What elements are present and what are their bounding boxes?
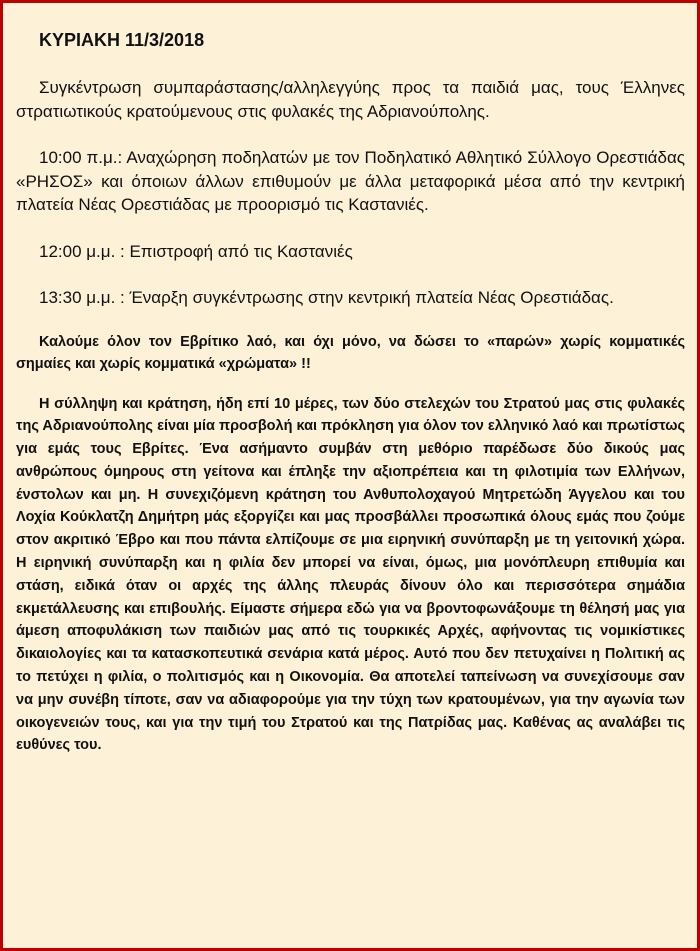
intro-paragraph: Συγκέντρωση συμπαράστασης/αλληλεγγύης προς τα παιδιά μας, τους Έλληνες στρατιωτικούς κρατούμενους στις φυλακές της Αδριανούπολης. <box>16 78 685 121</box>
schedule-item-gathering: 13:30 μ.μ. : Έναρξη συγκέντρωσης στην κεντρική πλατεία Νέας Ορεστιάδας. <box>39 288 614 307</box>
schedule-item-return: 12:00 μ.μ. : Επιστροφή από τις Καστανιές <box>39 241 353 261</box>
date-heading: ΚΥΡΙΑΚΗ 11/3/2018 <box>39 30 205 50</box>
schedule-item-departure: 10:00 π.μ.: Αναχώρηση ποδηλατών με τον Ποδηλατικό Αθλητικό Σύλλογο Ορεστιάδας «ΡΗΣΟΣ» και όποιων άλλων επιθυμούν με άλλα μεταφορικά μέσα από την κεντρική πλατεία Νέας Ορεστιάδας με προορισμό τις Καστανιές. <box>16 148 685 214</box>
statement-paragraph: Η σύλληψη και κράτηση, ήδη επί 10 μέρες, των δύο στελεχών του Στρατού μας στις φυλακές της Αδριανούπολης είναι μία προσβολή και πρόκληση για όλον τον ελληνικό λαό και πρωτίστως για εμάς τους Εβρίτες. Ένα ασήμαντο συμβάν στη μεθόριο παρέδωσε δύο δικούς μας ανθρώπους όμηρους στη γείτονα και έπληξε την αξιοπρέπεια και τη φιλοτιμία των Ελλήνων, ένστολων και μη. Η συνεχιζόμενη κράτηση του Ανθυπολοχαγού Μητρετώδη Άγγελου και του Λοχία Κούκλατζη Δημήτρη μάς εξοργίζει και μας προσβάλλει προσωπικά όλους εμάς που ζούμε στον ακριτικό Έβρο και που πάντα ελπίζουμε σε μια ειρηνική συνύπαρξη με τη γειτονική χώρα. Η ειρηνική συνύπαρξη και η φιλία δεν μπορεί να είναι, όμως, μια μονόπλευρη επιθυμία και στάση, ειδικά όταν οι αρχές της άλλης πλευράς δίνουν όλο και περισσότερα σημάδια εκμετάλλευσης και επιβουλής. Είμαστε σήμερα εδώ για να βροντοφωνάξουμε τη θέλησή μας για άμεση αποφυλάκιση των παιδιών μας από τις τουρκικές Αρχές, αφήνοντας τις νομικίστικες δικαιολογίες και τα κατασκοπευτικά σενάρια κατά μέρος. Αυτό που δεν πετυχαίνει η Πολιτική ας το πετύχει η φιλία, ο πολιτισμός και η Οικονομία. Θα αποτελεί ταπείνωση να συνεχίσουμε σαν να μην συνέβη τίποτε, σαν να αδιαφορούμε για την τύχη των κρατουμένων, για την αγωνία των οικογενειών τους, και για την τιμή του Στρατού και της Πατρίδας μας. Καθένας ας αναλάβει τις ευθύνες του. <box>16 395 685 754</box>
call-to-action-paragraph: Καλούμε όλον τον Εβρίτικο λαό, και όχι μόνο, να δώσει το «παρών» χωρίς κομματικές σημαίες και χωρίς κομματικά «χρώματα» !! <box>16 333 685 372</box>
